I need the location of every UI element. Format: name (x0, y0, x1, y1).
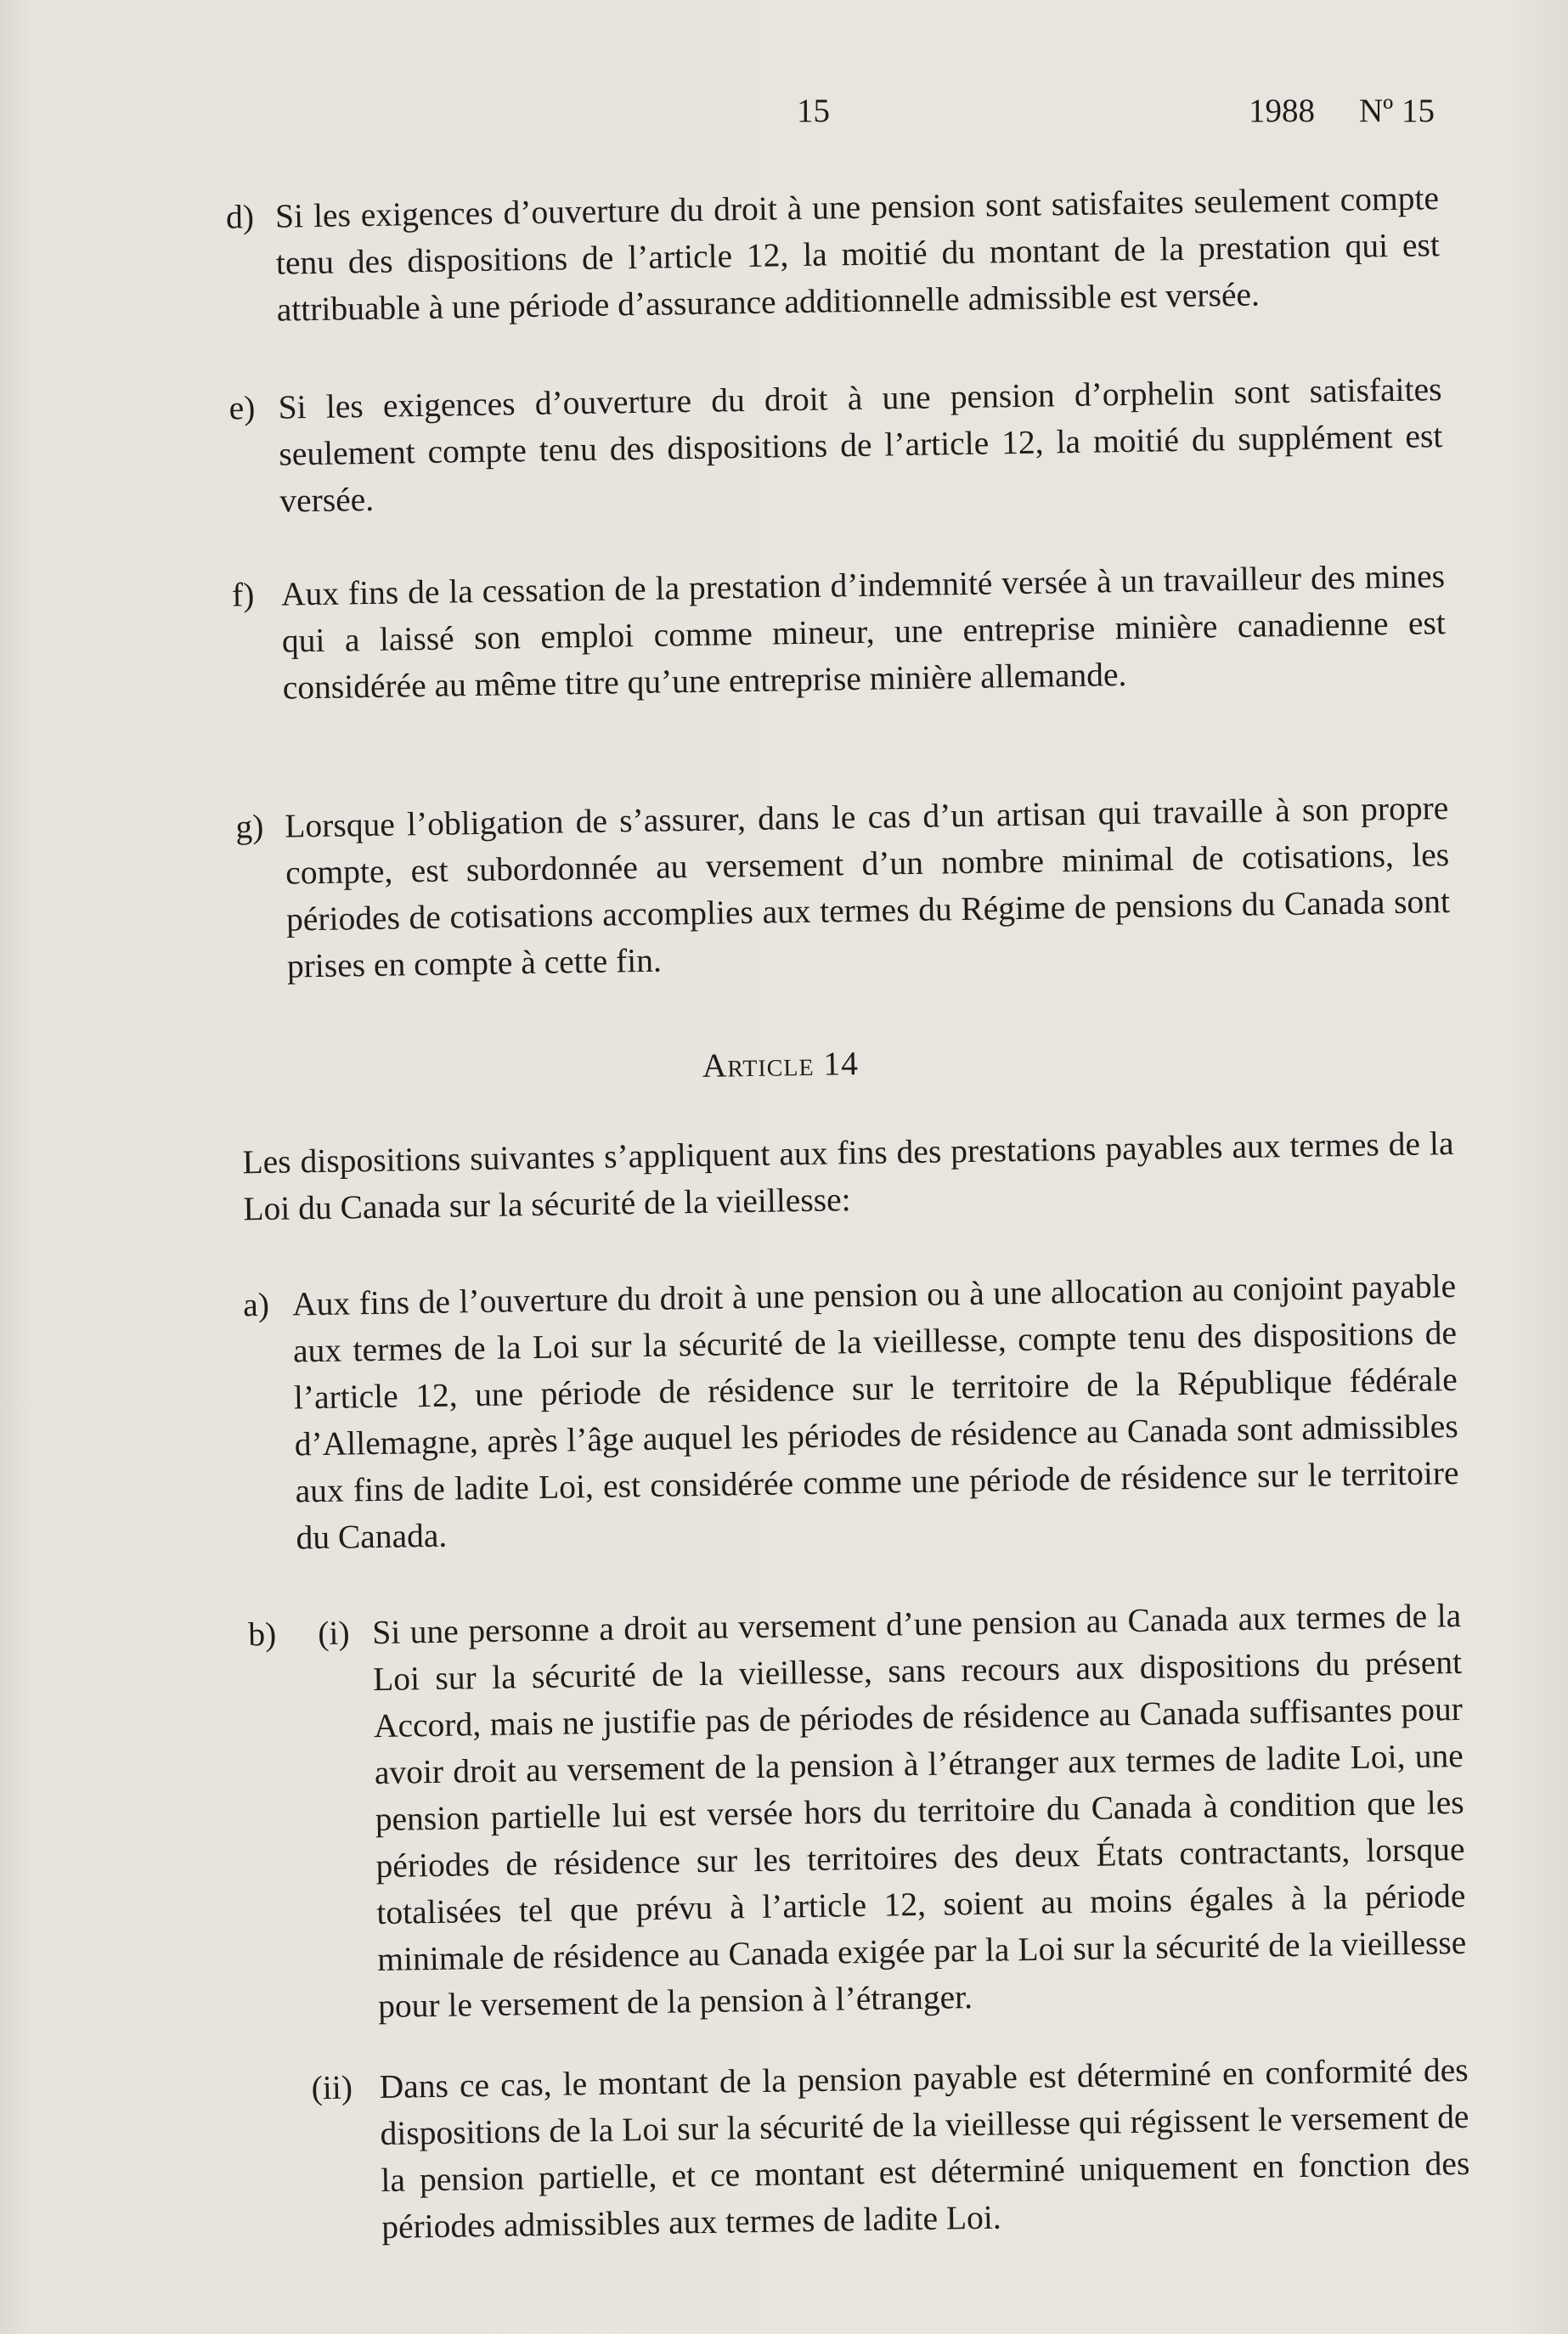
article-heading: Article 14 (702, 1045, 860, 1085)
item-text: Lorsque l’obligation de s’assurer, dans le cas d’un artisan qui travaille à son propre compte, est subordonnée au versement d’un nombre minimal de cotisations, les périodes de cotisations accomplies aux termes du Régime de pensions du Canada sont prises en compte à cette fin. (285, 789, 1451, 985)
subitem-label: (i) (317, 1614, 350, 1653)
item-label: g) (235, 807, 264, 846)
item-label: b) (247, 1615, 277, 1654)
item-label: e) (228, 389, 256, 427)
page-body (0, 173, 1568, 2257)
subitem-i (317, 1593, 1468, 2030)
subitem-ii (311, 2047, 1470, 2251)
list-item-e (228, 366, 1443, 524)
page-number: 15 (797, 93, 830, 129)
subitem-text: Si une personne a droit au versement d’une pension au Canada aux termes de la Loi sur la sécurité de la vieillesse, sans recours aux dispositions du présent Accord, mais ne justifie pas de périodes de résidence au Canada suffisantes pour avoir droit au versement de la pension à l’étranger aux termes de ladite Loi, une pension partielle lui est versée hors du territoire du Canada à condition que les périodes de résidence sur les territoires des deux États contractants, lorsque totalisées tel que prévu à l’article 12, soient au moins égales à la période minimale de résidence au Canada exigée par la Loi sur la sécurité de la vieillesse pour le versement de la pension à l’étranger. (371, 1596, 1467, 2026)
item-text: Si les exigences d’ouverture du droit à une pension sont satisfaites seulement compte tenu des dispositions de l’article 12, la moitié du montant de la prestation qui est attribuable à une période d’assurance additionnelle admissible est versée. (274, 179, 1441, 329)
header-year: 1988 (1249, 93, 1315, 129)
page-header (0, 92, 1568, 143)
item-label: f) (231, 576, 255, 614)
list-item-f (231, 553, 1447, 711)
list-item-d (225, 175, 1441, 333)
item-label: d) (225, 198, 255, 236)
item-text: Si les exigences d’ouverture du droit à une pension d’orphelin sont satisfaites seulement compte tenu des dispositions de l’article 12, la moitié du supplément est versée. (278, 370, 1443, 520)
item-text: Aux fins de l’ouverture du droit à une pension ou à une allocation au conjoint payable aux termes de la Loi sur la sécurité de la vieillesse, compte tenu des dispositions de l’article 12, une période de résidence sur le territoire de la République fédérale d’Allemagne, après l’âge auquel les périodes de résidence au Canada sont admissibles aux fins de ladite Loi, est considérée comme une période de résidence sur le territoire du Canada. (291, 1267, 1459, 1557)
list-item-a (242, 1263, 1460, 1561)
subitem-text: Dans ce cas, le montant de la pension payable est déterminé en conformité des dispositions de la Loi sur la sécurité de la vieillesse qui régissent le versement de la pension partielle, et ce montant est déterminé uniquement en fonction des périodes admissibles aux termes de ladite Loi. (379, 2050, 1470, 2246)
list-item-g (235, 785, 1451, 989)
article-intro: Les dispositions suivantes s’appliquent aux fins des prestations payables aux termes de la Loi du Canada sur la sécurité de la vieillesse: (242, 1125, 1454, 1228)
item-label: a) (242, 1285, 270, 1324)
subitem-label: (ii) (311, 2068, 353, 2107)
item-text: Aux fins de la cessation de la prestation d’indemnité versée à un travailleur des mines qui a laissé son emploi comme mineur, une entreprise minière canadienne est considérée au même titre qu’une entreprise minière allemande. (280, 557, 1447, 707)
header-issue-number: Nº 15 (1359, 93, 1435, 129)
list-item-b (5, 1591, 1568, 2257)
